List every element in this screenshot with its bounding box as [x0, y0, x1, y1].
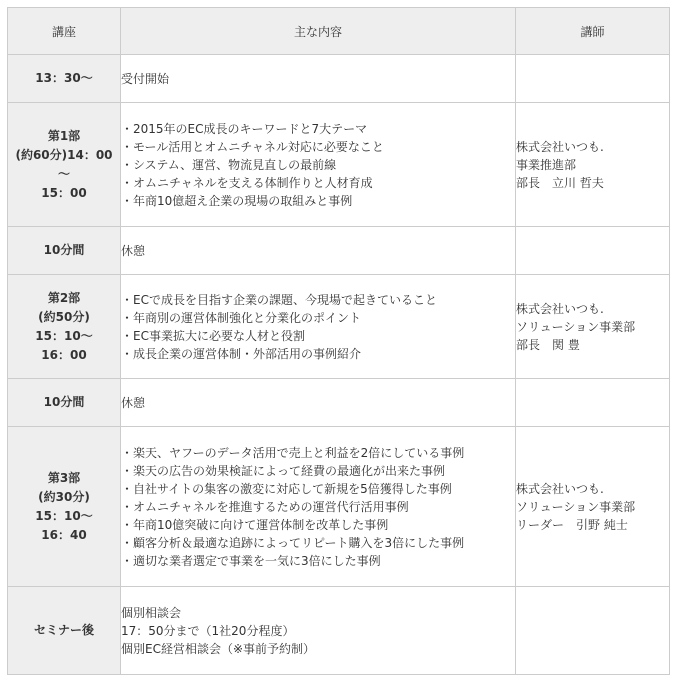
lecturer-text: ソリューション事業部	[516, 319, 636, 334]
table-row	[8, 427, 670, 587]
session-cell	[8, 427, 121, 587]
content-text: 受付開始	[121, 71, 170, 86]
content-text: ・EC事業拡大に必要な人材と役割	[121, 328, 305, 343]
lecturer-text: ソリューション事業部	[516, 499, 636, 514]
content-cell	[121, 55, 516, 103]
lecturer-cell	[516, 275, 670, 379]
content-text: ・自社サイトの集客の激変に対応して新規を5倍獲得した事例	[121, 481, 452, 496]
content-cell	[121, 275, 516, 379]
lecturer-text: 部長 立川 哲夫	[516, 175, 604, 190]
table-row	[8, 55, 670, 103]
content-text: ・成長企業の運営体制・外部活用の事例紹介	[121, 346, 362, 361]
lecturer-text: 株式会社いつも.	[516, 481, 604, 496]
content-text: ・楽天、ヤフーのデータ活用で売上と利益を2倍にしている事例	[121, 445, 465, 460]
session-text: 16：00	[41, 347, 87, 362]
session-cell	[8, 379, 121, 427]
lecturer-cell	[516, 587, 670, 675]
session-text: 〜	[57, 166, 70, 181]
lecturer-cell	[516, 55, 670, 103]
content-text: ・年商10億超え企業の現場の取組みと事例	[121, 193, 353, 208]
content-text: ・ECで成長を目指す企業の課題、今現場で起きていること	[121, 292, 437, 307]
table-row	[8, 587, 670, 675]
seminar-schedule-table	[7, 7, 670, 675]
lecturer-text: 株式会社いつも.	[516, 139, 604, 154]
lecturer-text: 事業推進部	[516, 157, 577, 172]
session-cell	[8, 587, 121, 675]
lecturer-text: リーダー 引野 純士	[516, 517, 628, 532]
lecturer-cell	[516, 227, 670, 275]
lecturer-text: 株式会社いつも.	[516, 301, 604, 316]
content-text: 休憩	[121, 243, 146, 258]
content-text: 17：50分まで（1社20分程度）	[121, 623, 295, 638]
content-cell	[121, 427, 516, 587]
lecturer-text: 部長 関 豊	[516, 337, 580, 352]
content-text: ・年商10億突破に向けて運営体制を改革した事例	[121, 517, 389, 532]
session-text: 15：10〜	[35, 328, 93, 343]
session-text: 16：40	[41, 527, 87, 542]
content-text: ・オムニチャネルを推進するための運営代行活用事例	[121, 499, 409, 514]
session-text: (約50分)	[38, 309, 90, 324]
session-text: セミナー後	[33, 623, 94, 637]
header-session: 講座	[8, 8, 121, 55]
lecturer-cell	[516, 103, 670, 227]
session-cell	[8, 55, 121, 103]
table-row	[8, 227, 670, 275]
table-row	[8, 275, 670, 379]
table-row	[8, 103, 670, 227]
header-row	[8, 8, 670, 55]
content-cell	[121, 587, 516, 675]
session-text: (約30分)	[38, 489, 90, 504]
session-text: 13：30〜	[35, 71, 93, 85]
content-text: 休憩	[121, 395, 146, 410]
session-text: (約60分)14：00	[15, 147, 113, 162]
session-text: 第3部	[47, 470, 81, 485]
content-text: ・2015年のEC成長のキーワードと7大テーマ	[121, 121, 368, 136]
content-text: ・年商別の運営体制強化と分業化のポイント	[121, 310, 362, 325]
content-text: ・モール活用とオムニチャネル対応に必要なこと	[121, 139, 384, 154]
content-text: ・顧客分析＆最適な追跡によってリピート購入を3倍にした事例	[121, 535, 465, 550]
session-cell	[8, 103, 121, 227]
content-cell	[121, 379, 516, 427]
content-text: 個別EC経営相談会（※事前予約制）	[121, 641, 316, 656]
session-text: 第1部	[47, 128, 81, 143]
content-cell	[121, 227, 516, 275]
content-text: 個別相談会	[121, 605, 182, 620]
session-text: 第2部	[47, 290, 81, 305]
session-text: 10分間	[43, 243, 85, 257]
content-text: ・システム、運営、物流見直しの最前線	[121, 157, 337, 172]
content-text: ・オムニチャネルを支える体制作りと人材育成	[121, 175, 373, 190]
session-text: 10分間	[43, 395, 85, 409]
content-text: ・適切な業者選定で事業を一気に3倍にした事例	[121, 553, 381, 568]
header-lecturer: 講師	[516, 8, 670, 55]
session-cell	[8, 275, 121, 379]
header-content: 主な内容	[121, 8, 516, 55]
content-text: ・楽天の広告の効果検証によって経費の最適化が出来た事例	[121, 463, 446, 478]
session-text: 15：00	[41, 185, 87, 200]
session-text: 15：10〜	[35, 508, 93, 523]
session-cell	[8, 227, 121, 275]
table-row	[8, 379, 670, 427]
content-cell	[121, 103, 516, 227]
lecturer-cell	[516, 379, 670, 427]
lecturer-cell	[516, 427, 670, 587]
